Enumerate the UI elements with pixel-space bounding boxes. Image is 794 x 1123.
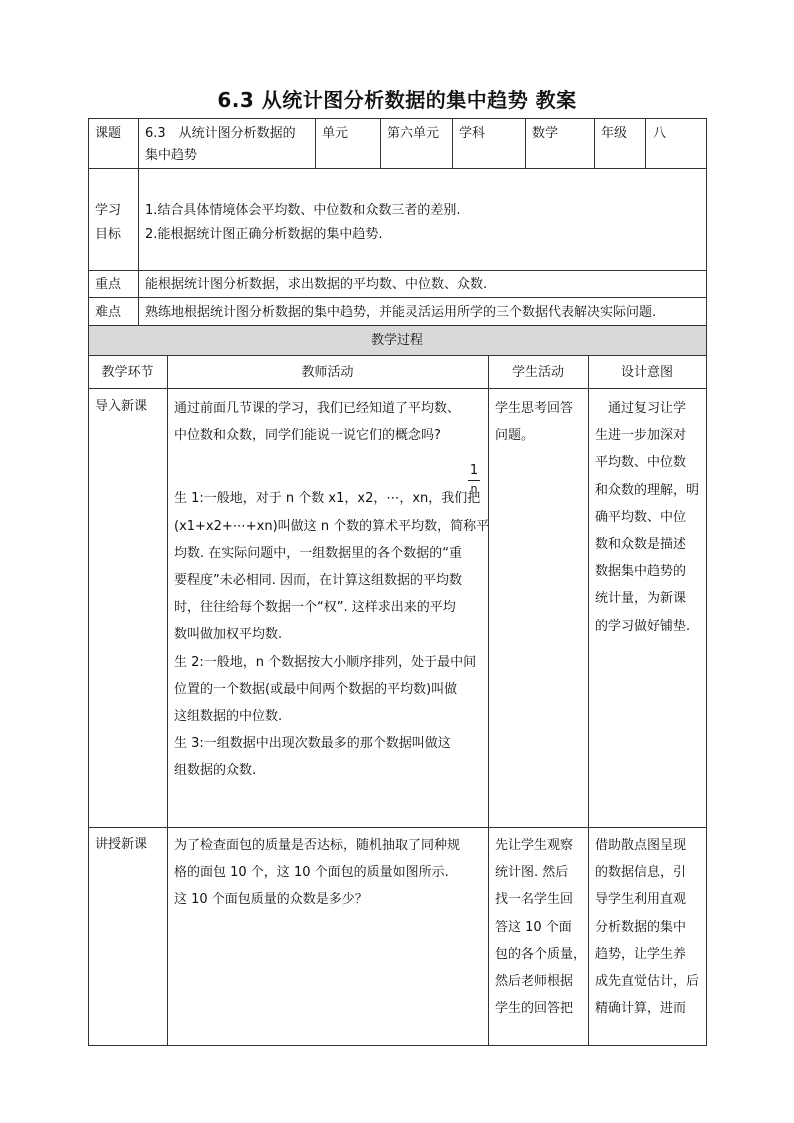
col-divider: [315, 118, 316, 169]
fraction-one-over-n: [467, 464, 481, 496]
text-line: 要程度”未必相同. 因而，在计算这组数据的平均数: [174, 573, 462, 589]
text-line: 和众数的理解，明: [595, 482, 700, 498]
text-line: 时，往往给每个数据一个“权”. 这样求出来的平均: [174, 600, 456, 616]
text-line: 生 1:一般地，对于 n 个数 x1，x2，⋯，xn，我们把: [174, 491, 481, 507]
text-line: 中位数和众数，同学们能说一说它们的概念吗?: [174, 428, 441, 444]
topic-value-line2: 集中趋势: [145, 148, 198, 163]
text-line: 通过复习让学: [595, 401, 687, 416]
col-divider: [594, 118, 595, 169]
text-line: 趋势，让学生养: [595, 946, 687, 962]
text-line: 答这 10 个面: [495, 919, 572, 935]
difficulty-label: 难点: [95, 305, 122, 320]
text-line: 格的面包 10 个，这 10 个面包的质量如图所示.: [174, 865, 449, 881]
student-activity: [495, 395, 573, 449]
goal-item: 1.结合具体情境体会平均数、中位数和众数三者的差别.: [145, 203, 461, 218]
text-line: (x1+x2+⋯+xn)叫做这 n 个数的算术平均数，简称平: [174, 518, 490, 534]
stage-label: 讲授新课: [95, 837, 148, 852]
text-line: 然后老师根据: [495, 974, 574, 990]
text-line: 位置的一个数据(或最中间两个数据的平均数)叫做: [174, 681, 458, 697]
row-divider: [88, 297, 707, 298]
topic-label: 课题: [95, 126, 122, 141]
text-line: 生 2:一般地，n 个数据按大小顺序排列，处于最中间: [174, 654, 477, 670]
text-line: 组数据的众数.: [174, 763, 257, 779]
key-point-label: 重点: [95, 277, 122, 292]
row-divider: [88, 827, 707, 828]
row-divider: [88, 325, 707, 326]
text-line: 通过前面几节课的学习，我们已经知道了平均数、: [174, 401, 461, 416]
goals-label-line2: 目标: [95, 227, 122, 242]
goal-item: 2.能根据统计图正确分析数据的集中趋势.: [145, 227, 383, 242]
col-header-intent: 设计意图: [620, 365, 673, 380]
fraction-denominator: n: [470, 482, 478, 495]
text-line: 分析数据的集中: [595, 919, 687, 935]
col-divider: [380, 118, 381, 169]
text-line: 的学习做好铺垫.: [595, 618, 691, 634]
goals-label-line1: 学习: [95, 203, 122, 218]
col-header-stage: 教学环节: [101, 365, 154, 380]
col-divider: [645, 118, 646, 169]
col-divider: [167, 355, 168, 1046]
text-line: 包的各个质量，: [495, 946, 587, 962]
stage-label: 导入新课: [95, 399, 148, 414]
text-line: 生进一步加深对: [595, 428, 687, 444]
text-line: 均数. 在实际问题中，一组数据里的各个数据的“重: [174, 545, 462, 561]
col-divider: [452, 118, 453, 169]
text-line: 问题。: [495, 428, 535, 444]
text-line: 数据集中趋势的: [595, 564, 687, 580]
table-border-bottom: [88, 1045, 707, 1046]
process-header: 教学过程: [370, 333, 423, 348]
row-divider: [88, 355, 707, 356]
text-line: 统计量，为新课: [595, 591, 687, 607]
fraction-bar: [468, 480, 480, 481]
grade-value: 八: [653, 126, 667, 141]
text-line: 的数据信息，引: [595, 865, 687, 881]
document-title: 6.3 从统计图分析数据的集中趋势 教案: [217, 88, 577, 112]
fraction-numerator: 1: [469, 463, 479, 478]
text-line: 学生思考回答: [495, 401, 574, 416]
grade-label: 年级: [601, 126, 628, 141]
row-divider: [88, 270, 707, 271]
text-line: 数叫做加权平均数.: [174, 627, 283, 643]
col-divider: [138, 118, 139, 326]
subject-label: 学科: [459, 126, 486, 141]
text-line: 导学生利用直观: [595, 892, 687, 908]
text-line: 统计图. 然后: [495, 865, 569, 881]
table-border-left: [88, 118, 89, 1046]
student-activity: [495, 832, 586, 1022]
subject-value: 数学: [532, 126, 559, 141]
text-line: 这 10 个面包质量的众数是多少？: [174, 892, 368, 908]
row-divider: [88, 388, 707, 389]
text-line: 成先直觉估计，后: [595, 974, 700, 990]
design-intent: [595, 395, 699, 640]
table-border-top: [88, 118, 707, 119]
text-line: 精确计算，进而: [595, 1001, 687, 1017]
col-header-student: 学生活动: [511, 365, 564, 380]
difficulty-text: 熟练地根据统计图分析数据的集中趋势，并能灵活运用所学的三个数据代表解决实际问题.: [145, 305, 657, 320]
text-line: 这组数据的中位数.: [174, 709, 283, 725]
unit-label: 单元: [322, 126, 349, 141]
text-line: 为了检查面包的质量是否达标，随机抽取了同种规: [174, 838, 461, 853]
design-intent: [595, 832, 699, 1022]
table-border-right: [706, 118, 707, 1046]
text-line: 借助散点图呈现: [595, 838, 687, 853]
text-line: 学生的回答把: [495, 1001, 574, 1017]
text-line: 数和众数是描述: [595, 537, 687, 553]
teacher-activity: [174, 832, 460, 914]
topic-value-line1: 6.3 从统计图分析数据的: [145, 126, 296, 141]
text-line: 生 3:一组数据中出现次数最多的那个数据叫做这: [174, 736, 451, 752]
key-point-text: 能根据统计图分析数据，求出数据的平均数、中位数、众数.: [145, 277, 488, 292]
text-line: 找一名学生回: [495, 892, 574, 908]
text-line: 确平均数、中位: [595, 509, 687, 525]
col-header-teacher: 教师活动: [301, 365, 354, 380]
col-divider: [525, 118, 526, 169]
text-line: [174, 449, 489, 485]
row-divider: [88, 168, 707, 169]
text-line: 先让学生观察: [495, 838, 574, 853]
text-line: 平均数、中位数: [595, 455, 687, 471]
unit-value: 第六单元: [387, 126, 440, 141]
col-divider: [588, 355, 589, 1046]
teacher-activity: [174, 395, 489, 785]
